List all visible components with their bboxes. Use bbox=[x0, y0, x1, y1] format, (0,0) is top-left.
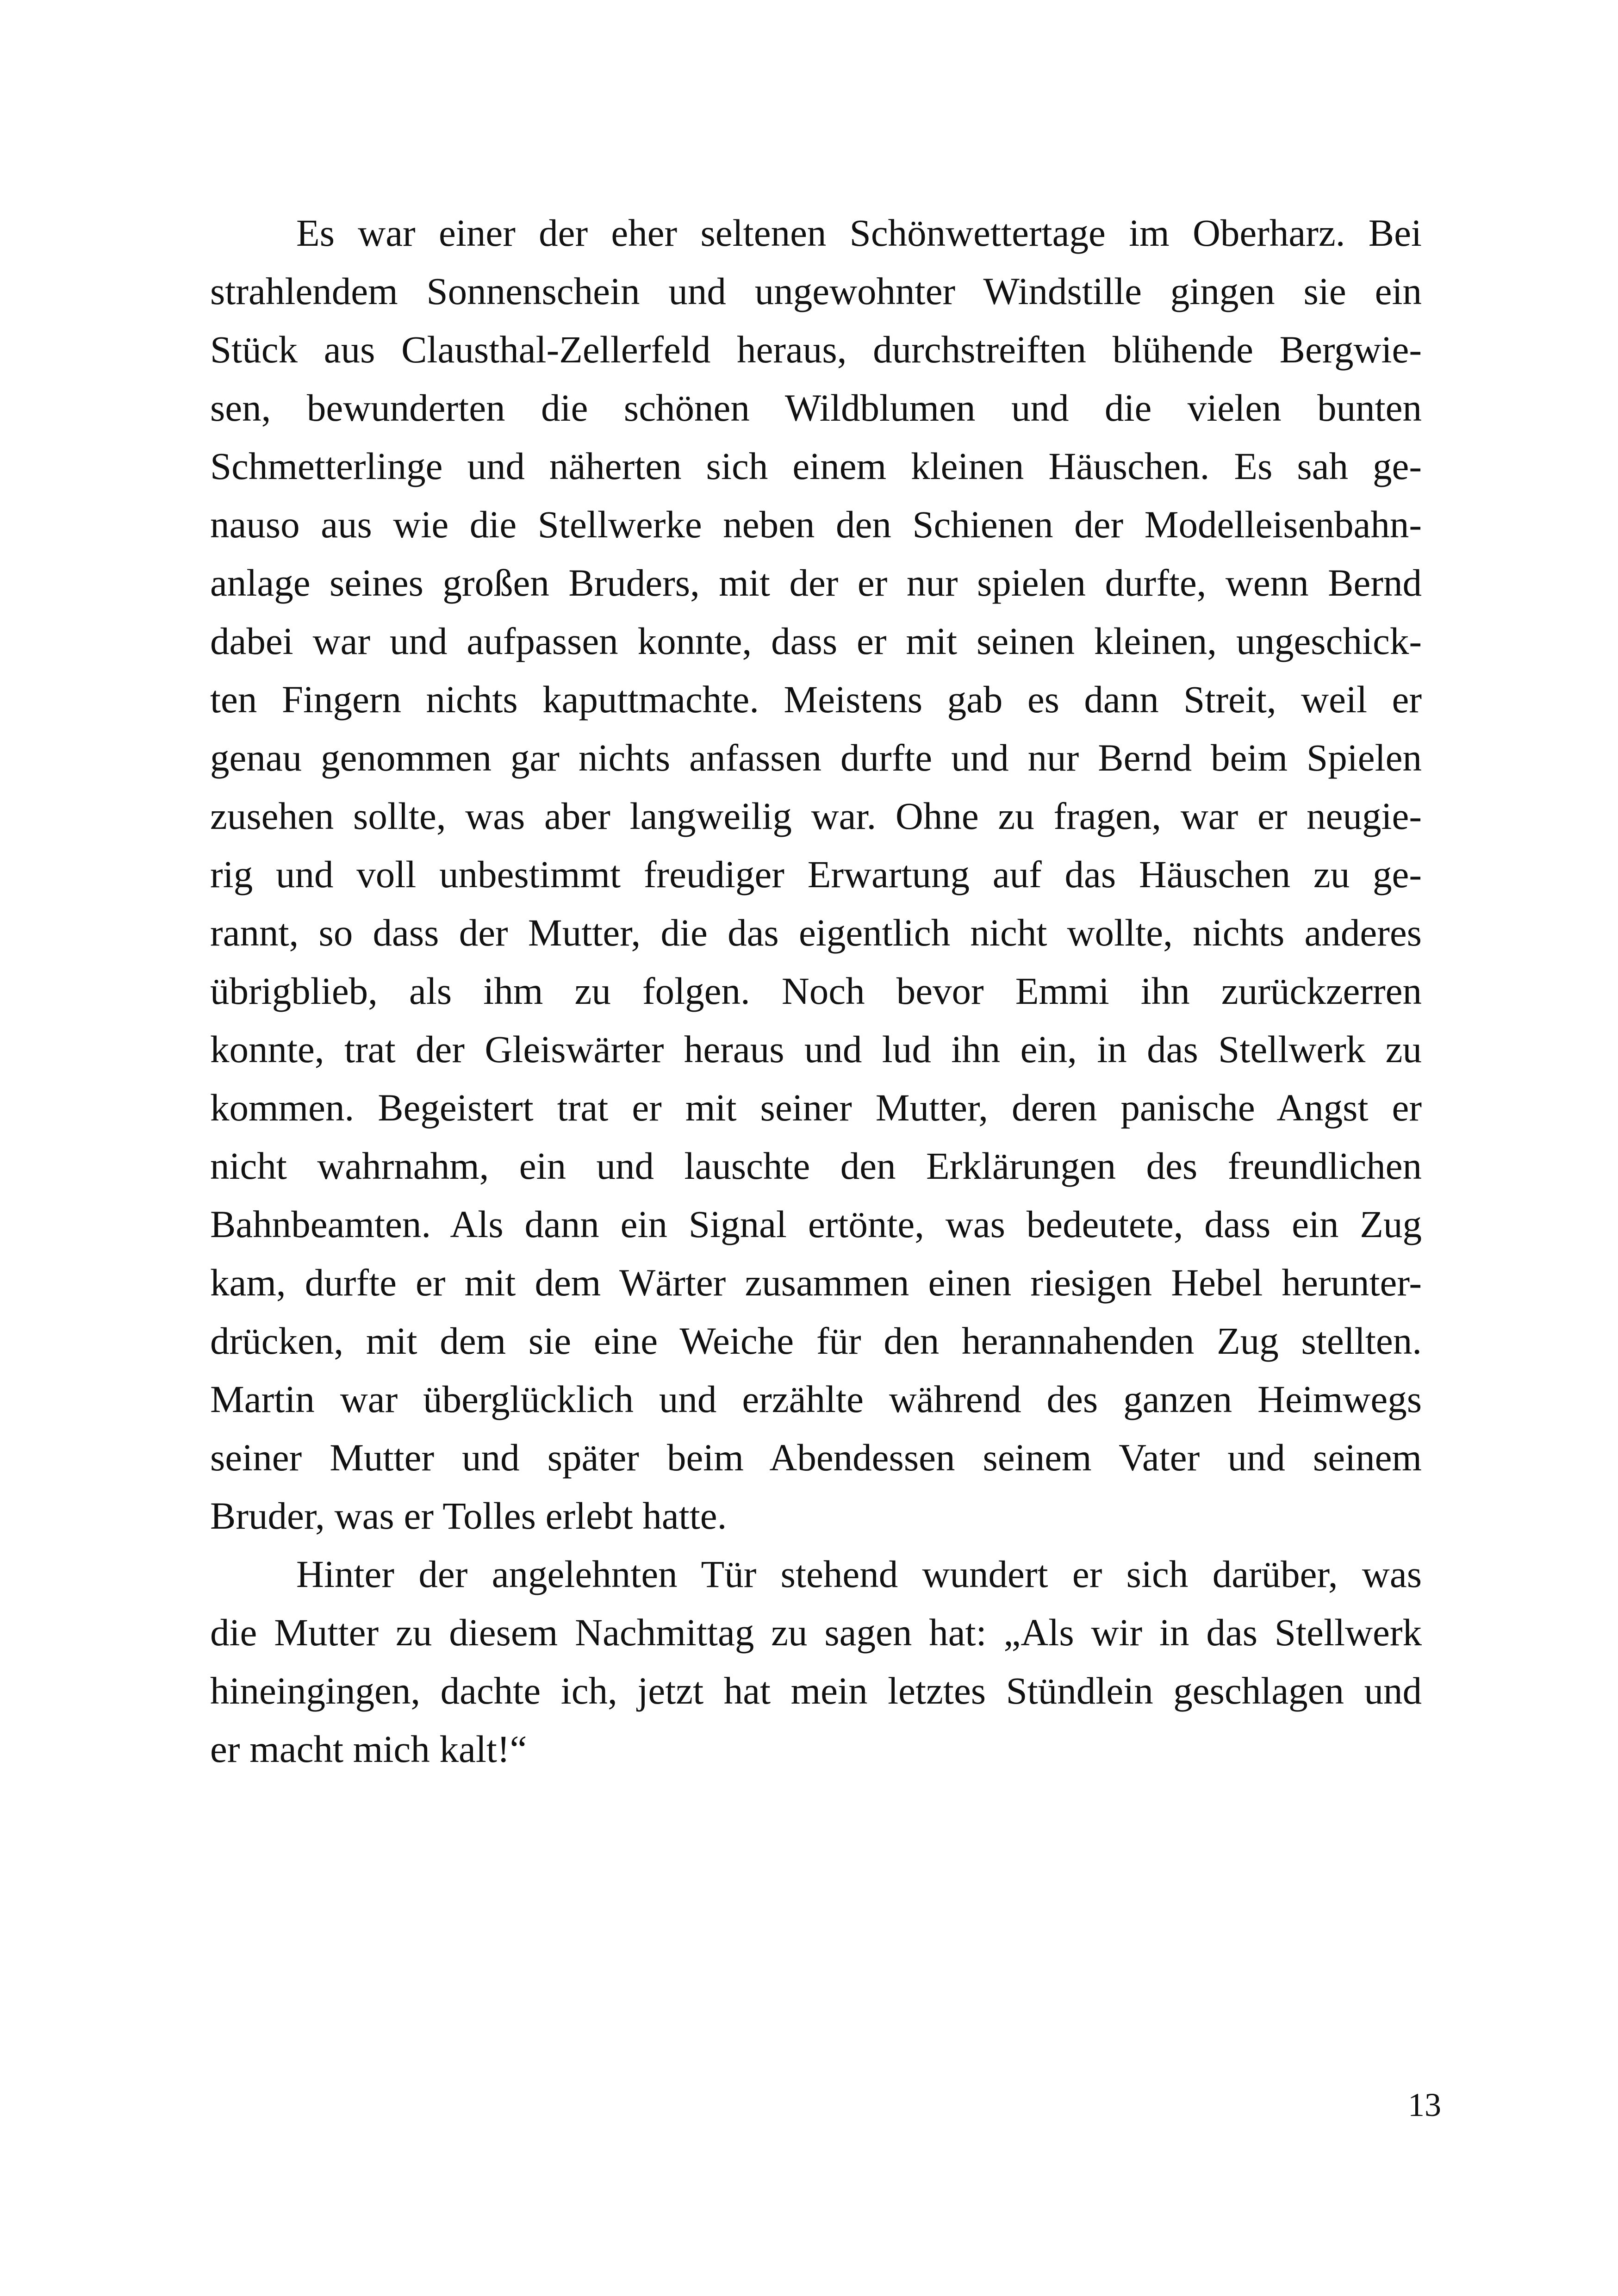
paragraph-1 bbox=[210, 204, 1422, 1545]
text-line: die Mutter zu diesem Nachmittag zu sagen hat: „Als wir in das Stellwerk bbox=[210, 1611, 1422, 1654]
text-line: seiner Mutter und später beim Abendessen seinem Vater und seinem bbox=[210, 1436, 1422, 1479]
text-line: rannt, so dass der Mutter, die das eigentlich nicht wollte, nichts anderes bbox=[210, 911, 1422, 954]
text-line: er macht mich kalt!“ bbox=[210, 1728, 527, 1770]
text-line: genau genommen gar nichts anfassen durfte und nur Bernd beim Spielen bbox=[210, 736, 1422, 779]
text-line: nauso aus wie die Stellwerke neben den Schienen der Modelleisenbahn- bbox=[210, 503, 1422, 546]
paragraph-2 bbox=[210, 1545, 1422, 1778]
text-line: rig und voll unbestimmt freudiger Erwartung auf das Häuschen zu ge- bbox=[210, 853, 1422, 896]
text-line: Bahnbeamten. Als dann ein Signal ertönte, was bedeutete, dass ein Zug bbox=[210, 1203, 1422, 1245]
text-line: zusehen sollte, was aber langweilig war. Ohne zu fragen, war er neugie- bbox=[210, 795, 1422, 837]
text-line: kam, durfte er mit dem Wärter zusammen einen riesigen Hebel herunter- bbox=[210, 1261, 1422, 1304]
text-line: Bruder, was er Tolles erlebt hatte. bbox=[210, 1494, 727, 1537]
body-text bbox=[210, 204, 1422, 1778]
text-line: Martin war überglücklich und erzählte während des ganzen Heimwegs bbox=[210, 1378, 1422, 1420]
text-line: hineingingen, dachte ich, jetzt hat mein letztes Stündlein geschlagen und bbox=[210, 1669, 1422, 1712]
text-line: kommen. Begeistert trat er mit seiner Mutter, deren panische Angst er bbox=[210, 1086, 1422, 1129]
text-line: übrigblieb, als ihm zu folgen. Noch bevor Emmi ihn zurückzerren bbox=[210, 970, 1422, 1012]
text-line: drücken, mit dem sie eine Weiche für den herannahenden Zug stellten. bbox=[210, 1319, 1422, 1362]
text-line: Es war einer der eher seltenen Schönwettertage im Oberharz. Bei bbox=[296, 212, 1422, 254]
text-line: dabei war und aufpassen konnte, dass er mit seinen kleinen, ungeschick- bbox=[210, 620, 1422, 662]
text-line: konnte, trat der Gleiswärter heraus und lud ihn ein, in das Stellwerk zu bbox=[210, 1028, 1422, 1070]
page-number: 13 bbox=[1408, 2086, 1441, 2123]
text-line: strahlendem Sonnenschein und ungewohnter Windstille gingen sie ein bbox=[210, 270, 1422, 312]
text-line: Hinter der angelehnten Tür stehend wundert er sich darüber, was bbox=[296, 1553, 1422, 1595]
text-line: ten Fingern nichts kaputtmachte. Meistens gab es dann Streit, weil er bbox=[210, 678, 1422, 721]
text-line: nicht wahrnahm, ein und lauschte den Erklärungen des freundlichen bbox=[210, 1145, 1422, 1187]
text-line: Stück aus Clausthal-Zellerfeld heraus, durchstreiften blühende Bergwie- bbox=[210, 328, 1422, 371]
text-line: anlage seines großen Bruders, mit der er nur spielen durfte, wenn Bernd bbox=[210, 561, 1422, 604]
text-line: Schmetterlinge und näherten sich einem kleinen Häuschen. Es sah ge- bbox=[210, 445, 1422, 487]
text-line: sen, bewunderten die schönen Wildblumen und die vielen bunten bbox=[210, 386, 1422, 429]
